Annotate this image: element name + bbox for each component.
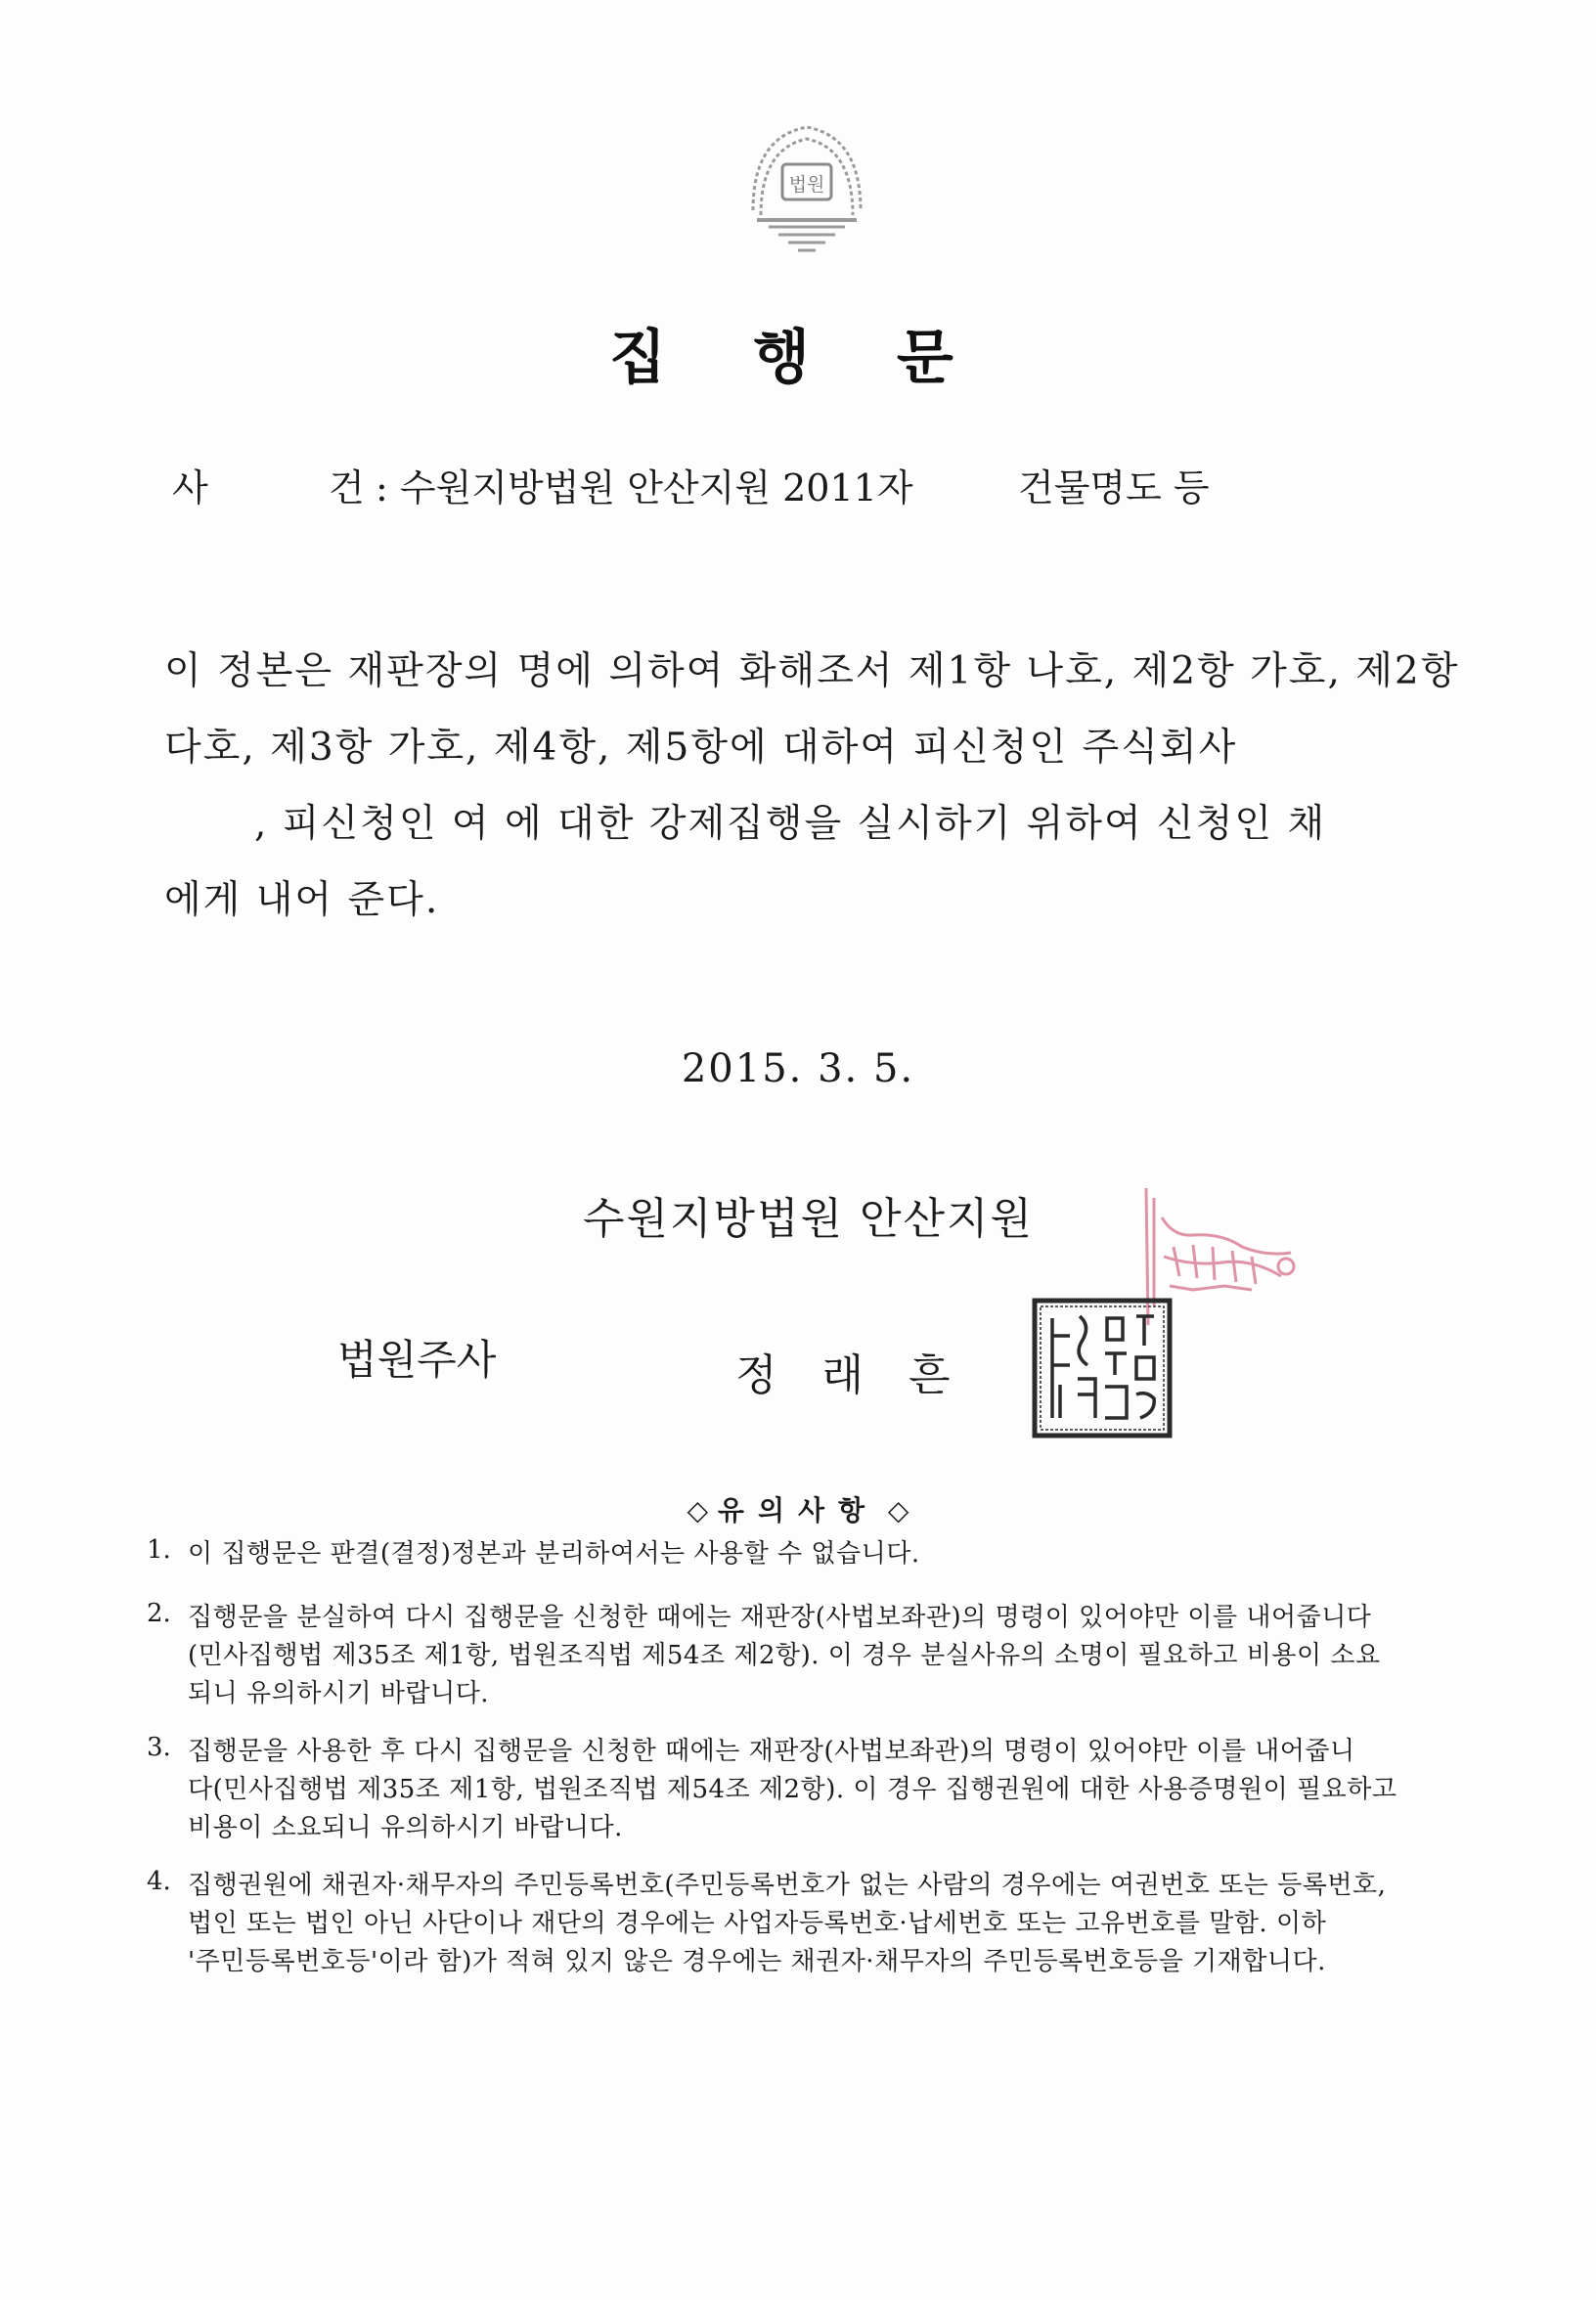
diamond-icon-right: ◇ [887, 1494, 909, 1526]
clerk-name: 정래흔 [735, 1350, 996, 1400]
note-line: 집행권원에 채권자·채무자의 주민등록번호(주민등록번호가 없는 사람의 경우에는 여권번호 또는 등록번호, [188, 1871, 1387, 1900]
body-paragraph [164, 634, 1475, 939]
issue-date: 2015. 3. 5. [681, 1046, 915, 1091]
document-title: 집 행 문 [609, 324, 987, 392]
note-line: 집행문을 분실하여 다시 집행문을 신청한 때에는 재판장(사법보좌관)의 명령이 있어야만 이를 내어줍니다 [188, 1603, 1372, 1632]
note-item [147, 1867, 1457, 1981]
case-label-part1: 사 [172, 466, 208, 509]
body-line: , 피신청인 여 에 대한 강제집행을 실시하기 위하여 신청인 채 [254, 802, 1327, 846]
note-number: 1. [147, 1535, 171, 1565]
diamond-icon-left: ◇ [687, 1494, 709, 1526]
case-suffix: 건물명도 등 [1018, 466, 1210, 509]
notes-heading-text: 유의사항 [717, 1494, 879, 1526]
note-line: 이 집행문은 판결(결정)정본과 분리하여서는 사용할 수 없습니다. [188, 1539, 920, 1569]
court-emblem-icon [743, 117, 870, 264]
note-line: 법인 또는 법인 아닌 사단이나 재단의 경우에는 사업자등록번호·납세번호 또는 고유번호를 말함. 이하 [188, 1909, 1327, 1938]
note-number: 2. [147, 1599, 171, 1628]
body-line: 이 정본은 재판장의 명에 의하여 화해조서 제1항 나호, 제2항 가호, 제2항 [164, 649, 1460, 693]
notes-list [147, 1535, 1457, 2001]
court-name: 수원지방법원 안산지원 [583, 1194, 1035, 1244]
body-line: 에게 내어 준다. [164, 878, 440, 922]
note-line: '주민등록번호등'이라 함)가 적혀 있지 않은 경우에는 채권자·채무자의 주민등록번호등을 기재합니다. [188, 1947, 1326, 1976]
body-line: 다호, 제3항 가호, 제4항, 제5항에 대하여 피신청인 주식회사 [164, 726, 1238, 770]
note-item [147, 1599, 1457, 1713]
note-line: 되니 유의하시기 바랍니다. [188, 1679, 490, 1708]
clerk-title: 법원주사 [337, 1336, 497, 1384]
note-number: 4. [147, 1867, 171, 1896]
note-number: 3. [147, 1733, 171, 1762]
emblem-text: 법원 [788, 174, 825, 196]
note-line: (민사집행법 제35조 제1항, 법원조직법 제54조 제2항). 이 경우 분실사유의 소명이 필요하고 비용이 소요 [188, 1641, 1381, 1670]
note-item [147, 1535, 1457, 1573]
note-line: 다(민사집행법 제35조 제1항, 법원조직법 제54조 제2항). 이 경우 집행권원에 대한 사용증명원이 필요하고 [188, 1775, 1397, 1804]
note-line: 비용이 소요되니 유의하시기 바랍니다. [188, 1813, 623, 1842]
case-value: : 수원지방법원 안산지원 2011자 [376, 466, 913, 509]
official-seal-stamp [1031, 1297, 1174, 1439]
note-line: 집행문을 사용한 후 다시 집행문을 신청한 때에는 재판장(사법보좌관)의 명령이 있어야만 이를 내어줍니 [188, 1737, 1355, 1766]
note-item [147, 1733, 1457, 1847]
case-label-part2: 건 [329, 466, 365, 509]
notes-heading [0, 1489, 1596, 1528]
